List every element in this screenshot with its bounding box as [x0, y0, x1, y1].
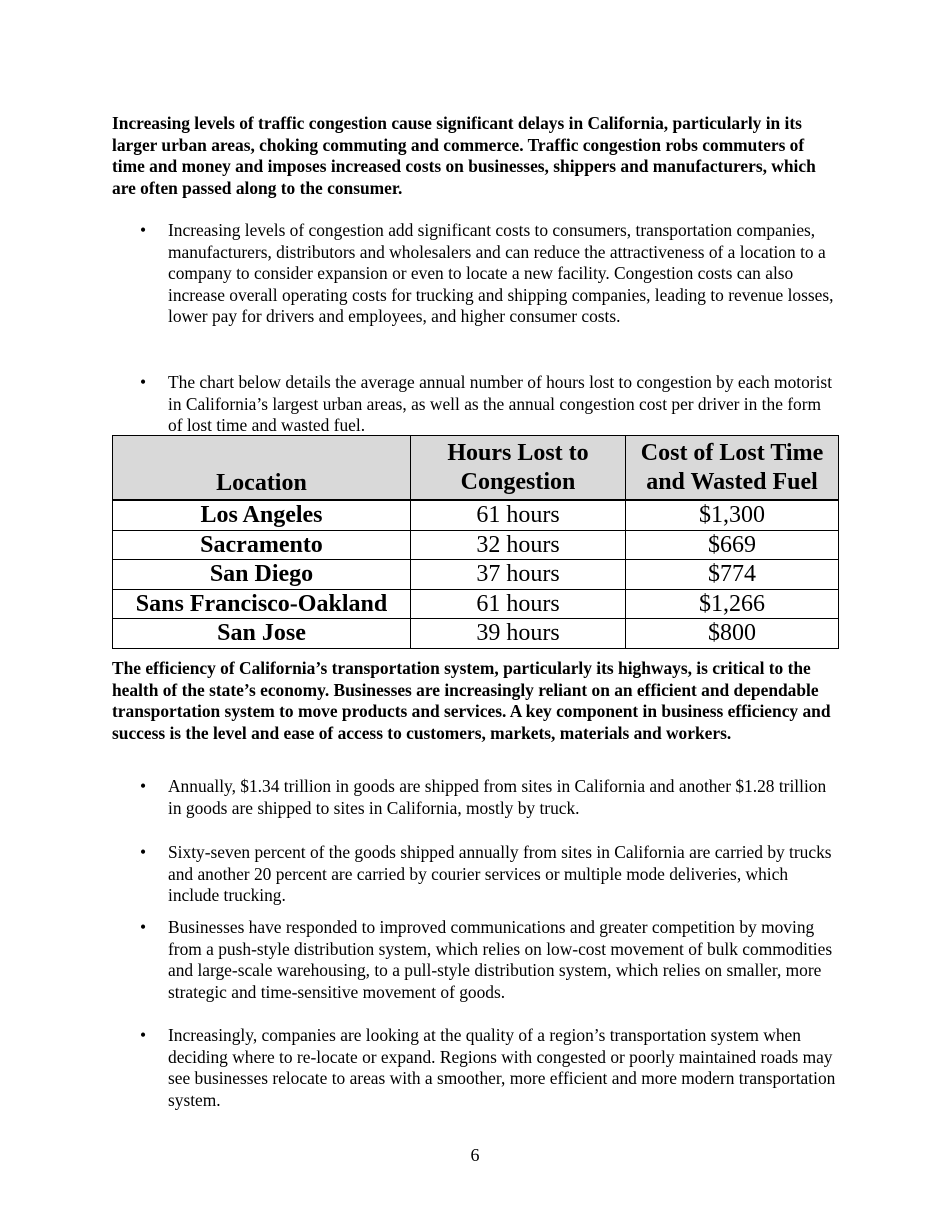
table-row [113, 530, 839, 560]
efficiency-paragraph: The efficiency of California’s transportation system, particularly its highways, is critical to the health of the state’s economy. Businesses are increasingly reliant on an efficient and dependable transportation system to move products and services. A key component in business efficiency and success is the level and ease of access to customers, markets, materials and workers. [112, 658, 831, 743]
cost-cell: $1,266 [626, 589, 839, 619]
bullet-text: The chart below details the average annual number of hours lost to congestion by each motorist in California’s largest urban areas, as well as the annual congestion cost per driver in the form of lost time and wasted fuel. [168, 372, 833, 435]
table-row [113, 560, 839, 590]
hours-cell: 32 hours [411, 530, 626, 560]
header-location: Location [113, 436, 411, 501]
cost-cell: $800 [626, 619, 839, 649]
bullet-text: Businesses have responded to improved communications and greater competition by moving from a push-style distribution system, which relies on low-cost movement of bulk commodities and large-scale warehousing, to a pull-style distribution system, which relies on smaller, more strategic and time-sensitive movement of goods. [168, 917, 833, 1002]
bullet-chart-intro [112, 372, 837, 437]
cost-cell: $774 [626, 560, 839, 590]
location-cell: San Diego [113, 560, 411, 590]
location-cell: Sacramento [113, 530, 411, 560]
bullet-relocation [112, 1025, 837, 1111]
bullet-dot: • [140, 372, 147, 392]
bullet-dot: • [140, 842, 147, 862]
page-number: 6 [470, 1145, 480, 1165]
bullet-distribution-system [112, 917, 837, 1003]
table-row [113, 589, 839, 619]
bullet-text: Sixty-seven percent of the goods shipped annually from sites in California are carried by trucks and another 20 percent are carried by courier services or multiple mode deliveries, which include trucking. [168, 842, 832, 905]
table-row [113, 619, 839, 649]
bullet-text: Increasing levels of congestion add significant costs to consumers, transportation companies, manufacturers, distributors and wholesalers and can reduce the attractiveness of a location to a company to consider expansion or even to locate a new facility. Congestion costs can also increase overall operating costs for trucking and shipping companies, leading to revenue losses, lower pay for drivers and employees, and higher consumer costs. [168, 220, 834, 326]
location-cell: Sans Francisco-Oakland [113, 589, 411, 619]
bullet-text: Annually, $1.34 trillion in goods are shipped from sites in California and another $1.28 trillion in goods are shipped to sites in California, mostly by truck. [168, 776, 827, 818]
hours-cell: 37 hours [411, 560, 626, 590]
bullet-dot: • [140, 220, 147, 240]
bullet-congestion-costs [112, 220, 837, 328]
cost-cell: $669 [626, 530, 839, 560]
cost-cell: $1,300 [626, 500, 839, 530]
header-hours-lost: Hours Lost to Congestion [411, 436, 626, 501]
hours-cell: 61 hours [411, 589, 626, 619]
location-cell: San Jose [113, 619, 411, 649]
bullet-dot: • [140, 917, 147, 937]
table-row [113, 500, 839, 530]
bullet-goods-shipped [112, 776, 837, 819]
bullet-dot: • [140, 1025, 147, 1045]
location-cell: Los Angeles [113, 500, 411, 530]
hours-cell: 39 hours [411, 619, 626, 649]
bullet-dot: • [140, 776, 147, 796]
intro-paragraph: Increasing levels of traffic congestion cause significant delays in California, particularly in its larger urban areas, choking commuting and commerce. Traffic congestion robs commuters of time and money and imposes increased costs on businesses, shippers and manufacturers, which are often passed along to the consumer. [112, 113, 816, 198]
bullet-truck-share [112, 842, 837, 907]
congestion-table [112, 435, 839, 649]
bullet-text: Increasingly, companies are looking at the quality of a region’s transportation system when deciding where to re-locate or expand. Regions with congested or poorly maintained roads may see businesses relocate to areas with a smoother, more efficient and more modern transportation system. [168, 1025, 836, 1110]
hours-cell: 61 hours [411, 500, 626, 530]
table-header-row [113, 436, 839, 501]
header-cost: Cost of Lost Time and Wasted Fuel [626, 436, 839, 501]
